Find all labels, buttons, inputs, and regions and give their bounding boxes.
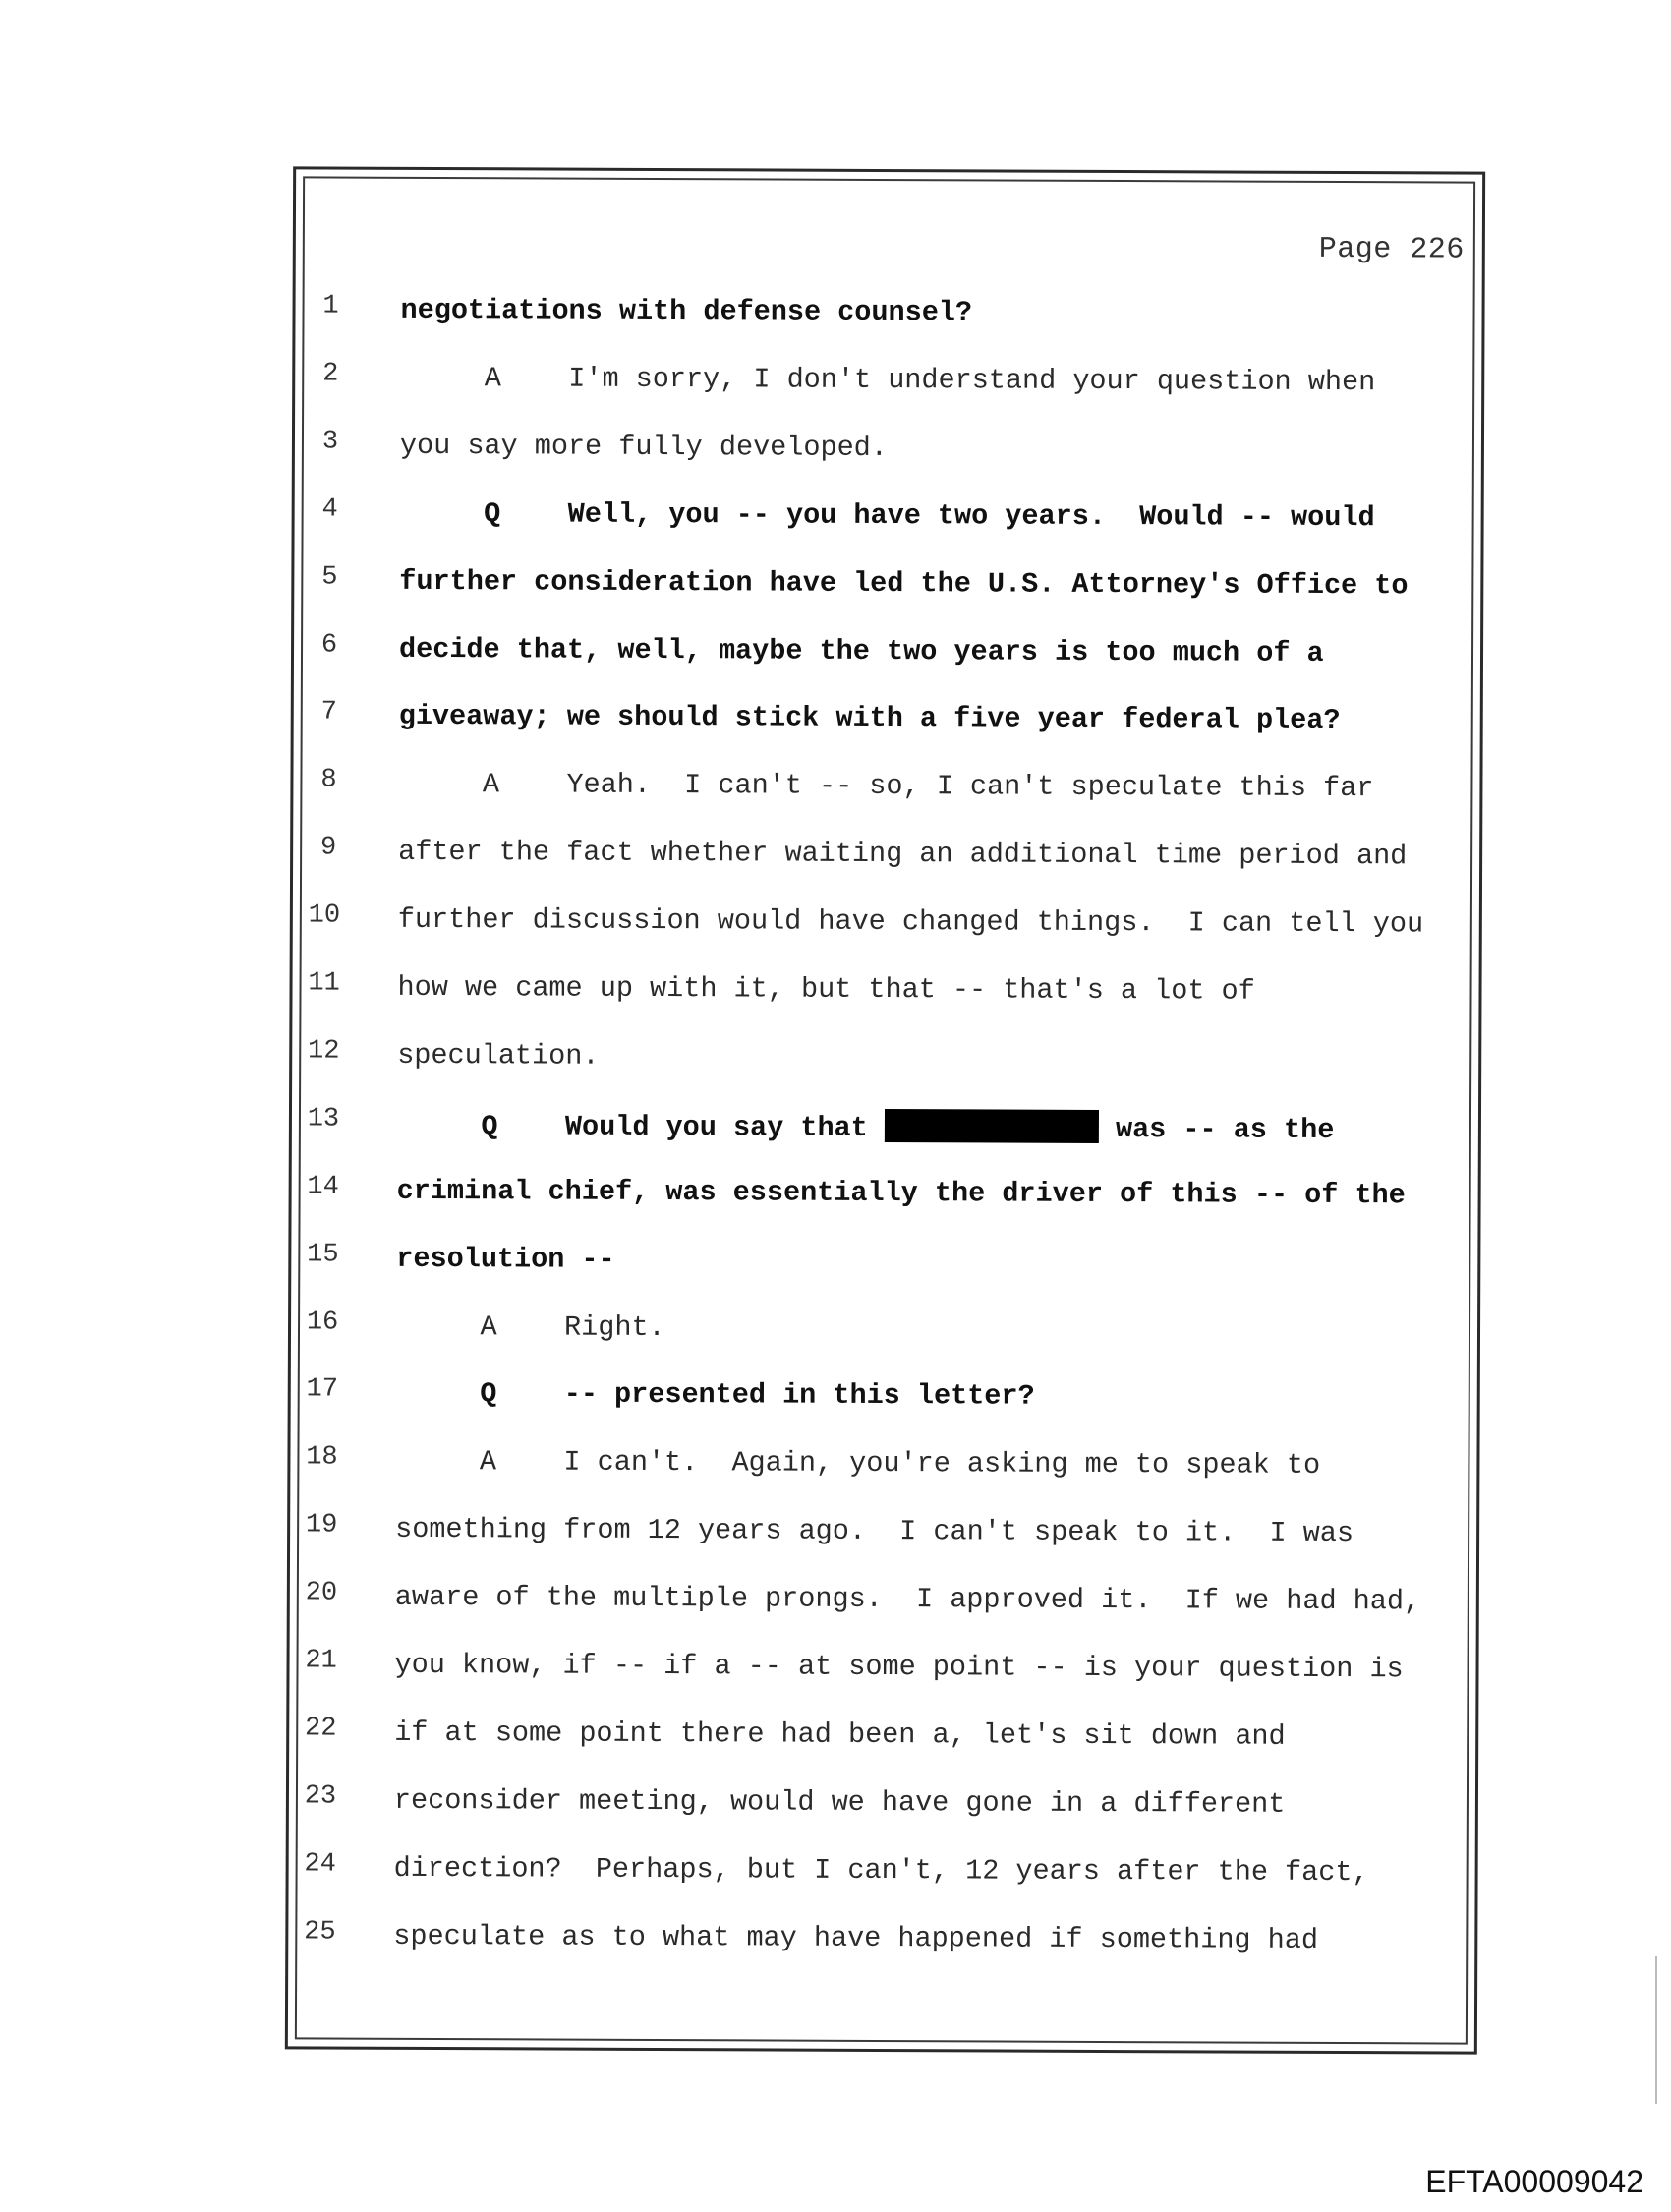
- line-number: 15: [307, 1240, 339, 1270]
- transcript-line: aware of the multiple prongs. I approved it. If we had had,: [394, 1580, 1421, 1618]
- transcript-line: you say more fully developed.: [399, 429, 888, 464]
- line-number: 20: [305, 1578, 338, 1608]
- transcript-line: A Right.: [395, 1310, 665, 1344]
- transcript-line: direction? Perhaps, but I can't, 12 years after the fact,: [393, 1851, 1369, 1889]
- line-number: 17: [306, 1374, 339, 1405]
- transcript-line: after the fact whether waiting an additional time period and: [398, 836, 1408, 873]
- document-id: EFTA00009042: [1425, 2164, 1643, 2199]
- transcript-line: if at some point there had been a, let's sit down and: [394, 1716, 1286, 1753]
- transcript-line-part: Q Would you say that: [396, 1109, 885, 1144]
- line-number: 10: [308, 901, 341, 931]
- line-number: 19: [305, 1510, 338, 1541]
- line-number: 7: [320, 697, 337, 728]
- transcript-line: A Yeah. I can't -- so, I can't speculate this far: [398, 768, 1374, 805]
- transcript-line: further consideration have led the U.S. Attorney's Office to: [399, 564, 1409, 602]
- transcript-line-part: was -- as the: [1098, 1112, 1335, 1146]
- transcript-line: A I can't. Again, you're asking me to speak to: [395, 1445, 1321, 1483]
- line-number: 2: [322, 359, 339, 389]
- line-number: 16: [306, 1307, 339, 1338]
- transcript-line: Q -- presented in this letter?: [395, 1377, 1035, 1414]
- line-number: 12: [307, 1036, 340, 1067]
- line-number: 21: [305, 1646, 337, 1676]
- line-number: 1: [322, 291, 339, 321]
- transcript-line: A I'm sorry, I don't understand your question when: [400, 361, 1376, 399]
- transcript-line: how we came up with it, but that -- that's a lot of: [397, 970, 1255, 1008]
- line-number: 22: [304, 1714, 337, 1744]
- page-number-label: Page 226: [1318, 232, 1465, 267]
- transcript-line: you know, if -- if a -- at some point -- is your question is: [394, 1648, 1404, 1686]
- line-number: 13: [307, 1104, 340, 1135]
- line-number: 5: [321, 562, 338, 593]
- transcript-line: further discussion would have changed things. I can tell you: [397, 902, 1424, 941]
- line-number: 4: [321, 495, 338, 525]
- line-number: 23: [304, 1781, 337, 1812]
- transcript-line: Q Well, you -- you have two years. Would -- would: [399, 496, 1375, 534]
- transcript-line: giveaway; we should stick with a five year federal plea?: [398, 700, 1341, 737]
- transcript-line: [397, 1107, 1335, 1146]
- line-number: 11: [308, 968, 340, 999]
- line-number: 14: [307, 1172, 339, 1202]
- line-number: 3: [321, 427, 339, 457]
- line-number: 18: [306, 1442, 338, 1473]
- redaction-box: [885, 1109, 1099, 1143]
- transcript-line: speculation.: [397, 1038, 600, 1073]
- line-number: 8: [320, 765, 337, 795]
- scan-edge-line: [1655, 1956, 1657, 2104]
- transcript-line: speculate as to what may have happened if something had: [393, 1919, 1319, 1956]
- line-number: 6: [320, 629, 338, 661]
- transcript-line: reconsider meeting, would we have gone in a different: [393, 1783, 1286, 1821]
- transcript-line: negotiations with defense counsel?: [400, 293, 973, 329]
- line-number: 25: [304, 1917, 336, 1948]
- line-number: 9: [319, 833, 337, 863]
- transcript-line: something from 12 years ago. I can't speak to it. I was: [395, 1513, 1354, 1550]
- transcript-line: decide that, well, maybe the two years is too much of a: [398, 632, 1324, 669]
- transcript-line: criminal chief, was essentially the driver of this -- of the: [396, 1174, 1406, 1211]
- line-number: 24: [304, 1849, 336, 1880]
- transcript-page-frame: [285, 166, 1485, 2054]
- transcript-line: resolution --: [396, 1242, 615, 1276]
